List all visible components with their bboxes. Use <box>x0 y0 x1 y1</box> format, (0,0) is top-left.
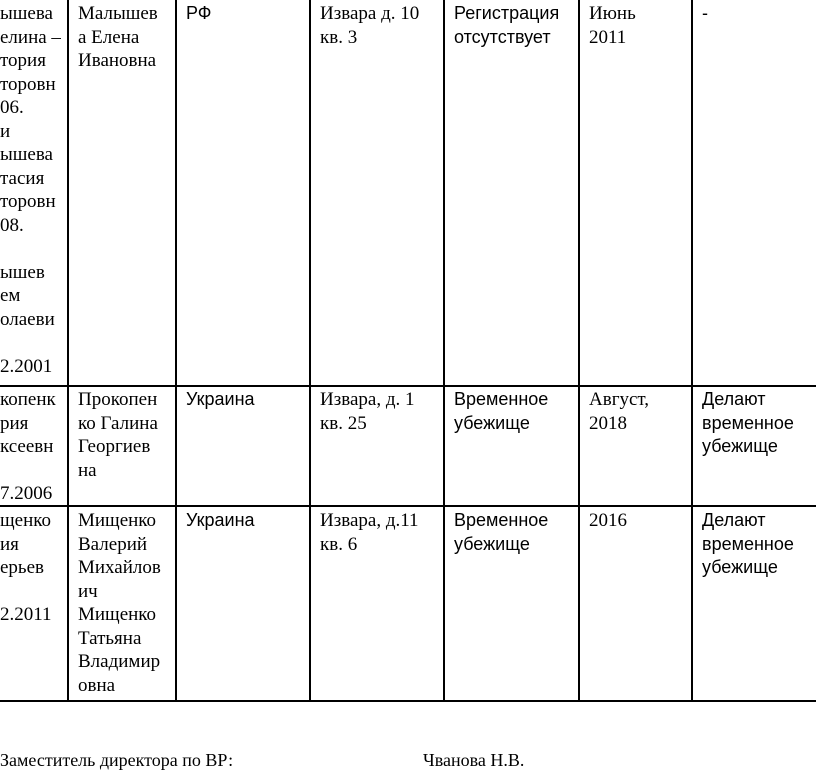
table-cell-status: Временное убежище <box>454 389 549 433</box>
table-cell-notes: - <box>702 3 708 23</box>
column-divider <box>578 0 580 702</box>
footer-signatory: Чванова Н.В. <box>423 750 525 770</box>
table-cell-address: Извара, д. 1 кв. 25 <box>320 389 415 434</box>
table-cell-citizenship: РФ <box>186 3 212 23</box>
table-cell-citizenship: Украина <box>186 510 255 530</box>
table-cell-children: ышева елина – тория торовн 06. и ышева тасия торовн 08. ышев ем олаеви 2.2001 <box>0 3 61 377</box>
column-divider <box>443 0 445 702</box>
row-divider <box>0 385 816 387</box>
table-cell-notes: Делают временное убежище <box>702 510 794 577</box>
column-divider <box>67 0 69 702</box>
table-cell-parent: Малышев а Елена Ивановна <box>78 3 158 71</box>
table-cell-date: Август, 2018 <box>589 389 650 434</box>
table-cell-citizenship: Украина <box>186 389 255 409</box>
table-cell-notes: Делают временное убежище <box>702 389 794 456</box>
column-divider <box>175 0 177 702</box>
row-divider <box>0 505 816 507</box>
table-cell-parent: Прокопен ко Галина Георгиев на <box>78 389 158 481</box>
table-cell-status: Регистрация отсутствует <box>454 3 560 47</box>
table-cell-status: Временное убежище <box>454 510 549 554</box>
table-cell-address: Извара, д.11 кв. 6 <box>320 510 419 555</box>
table-cell-children: щенко ия ерьев 2.2011 <box>0 510 52 625</box>
table-cell-date: Июнь 2011 <box>589 3 636 48</box>
column-divider <box>691 0 693 702</box>
table-cell-date: 2016 <box>589 510 627 531</box>
footer-position-label: Заместитель директора по ВР: <box>0 750 234 770</box>
row-divider <box>0 700 816 702</box>
table-cell-parent: Мищенко Валерий Михайлов ич Мищенко Татьяна Владимир овна <box>78 510 161 696</box>
column-divider <box>309 0 311 702</box>
table-cell-address: Извара д. 10 кв. 3 <box>320 3 420 48</box>
table-cell-children: копенк рия ксеевн 7.2006 <box>0 389 56 504</box>
